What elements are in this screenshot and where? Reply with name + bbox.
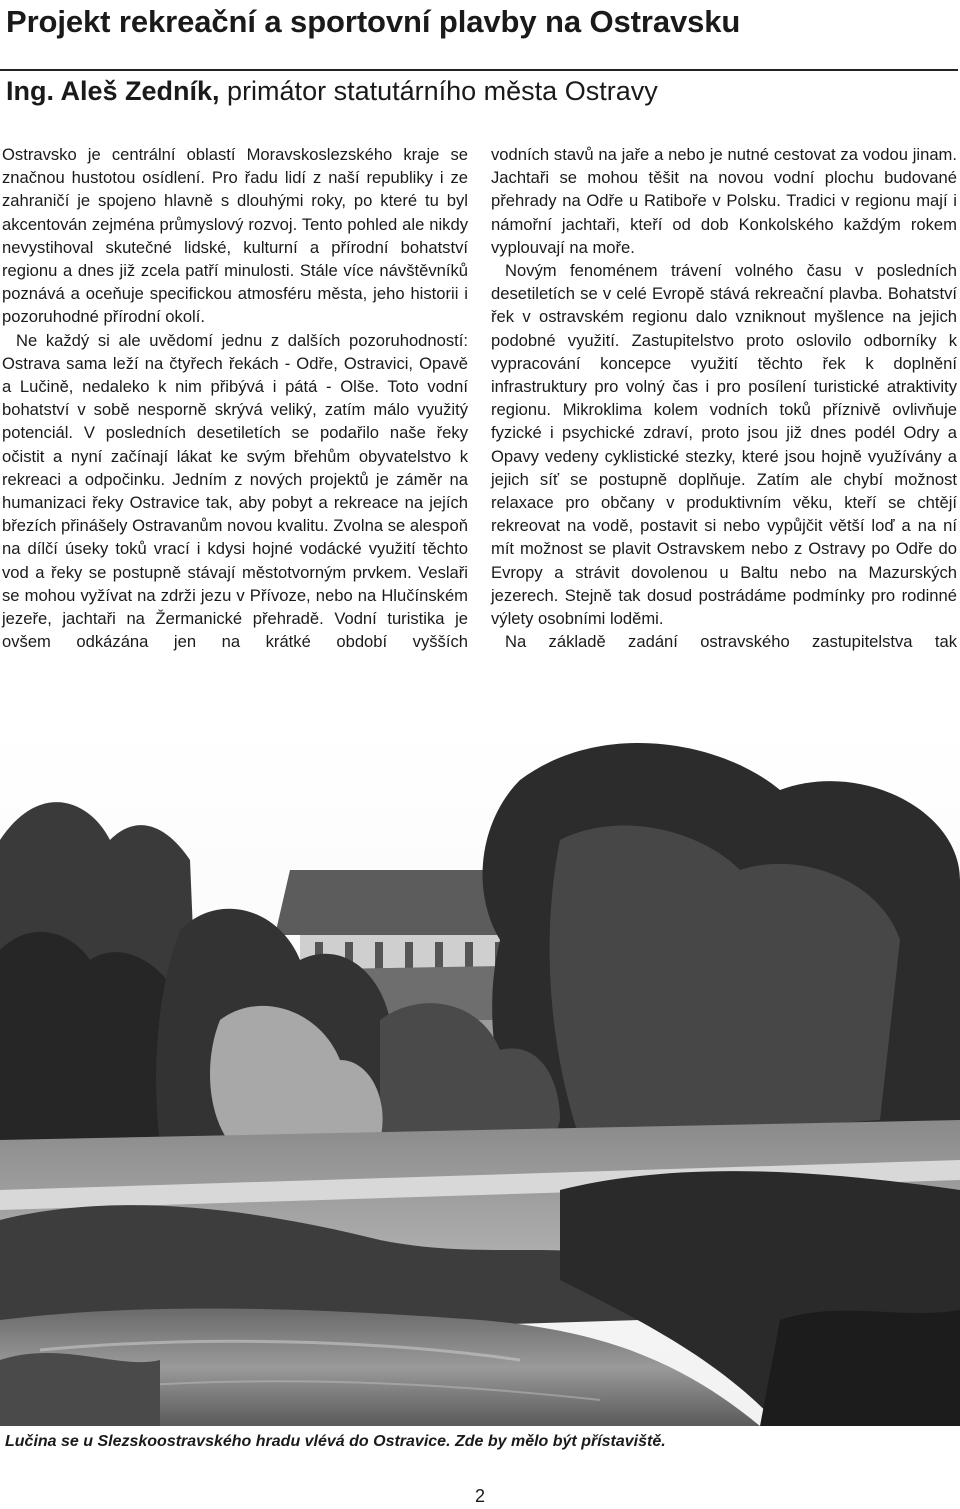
- paragraph: Novým fenoménem trávení volného času v posledních desetiletích se v celé Evropě stává rekreační plavba. Bohatství řek v ostravském regionu dalo vzniknout myšlence na jejich podobné využití. Zastupitelstvo proto oslovilo odborníky k vypracování koncepce využití těchto řek k doplnění infrastruktury pro volný čas i pro posílení turistické atraktivity regionu. Mikroklima kolem vodních toků příznivě ovlivňuje fyzické i psychické zdraví, proto jsou již dnes podél Odry a Opavy vedeny cyklistické stezky, které jsou hojně využívány a jejich síť se postupně doplňuje. Zatím ale chybí možnost relaxace pro občany v produktivním věku, kteří se chtějí rekreovat na vodě, postavit si nebo vypůjčit větší loď a na ní mít možnost se plavit Ostravskem nebo z Ostravy po Odře do Evropy a strávit dovolenou u Baltu nebo na Mazurských jezerech. Stejně tak dosud postrádáme podmínky pro rodinné výlety osobními loděmi.: [491, 261, 957, 629]
- author-name: Ing. Aleš Zedník,: [6, 76, 220, 106]
- river-photo: [0, 720, 960, 1426]
- paragraph: vodních stavů na jaře a nebo je nutné cestovat za vodou jinam. Jachtaři se mohou těšit na novou vodní plochu budované přehrady na Odře u Ratiboře v Polsku. Tradici v regionu mají i námořní jachtaři, kteří od dob Konkolského každým rokem vyplouvají na moře.: [491, 145, 957, 257]
- paragraph: Na základě zadání ostravského zastupitelstva tak: [505, 632, 957, 652]
- article-title: Projekt rekreační a sportovní plavby na Ostravsku: [6, 4, 741, 39]
- column-right: [491, 143, 957, 653]
- paragraph: Ne každý si ale uvědomí jednu z dalších pozoruhodností: Ostrava sama leží na čtyřech řekách - Odře, Ostravici, Opavě a Lučině, nedaleko k nim přibývá i pátá - Olše. Toto vodní bohatství v sobě nesporně skrývá veliký, zatím málo využitý potenciál. V posledních desetiletích se podařilo naše řeky očistit a nyní začínají lákat ke svým břehům obyvatelstvo k rekreaci a odpočinku. Jedním z nových projektů je záměr na humanizaci řeky Ostravice tak, aby pobyt a rekreace na jejích březích přinášely Ostravanům novou kvalitu. Zvolna se alespoň na dílčí úseky toků vrací i kdysi hojné vodácké využití těchto vod a řeky se postupně stávají městotvorným prvkem. Veslaři se mohou vyžívat na zdrži jezu v Přívoze, nebo na Hlučínském jezeře, jachtaři na Žermanické přehradě. Vodní turistika je ovšem odkázána jen na krátké období vyšších: [2, 330, 468, 652]
- author-role: primátor statutárního města Ostravy: [219, 76, 658, 106]
- column-left: [2, 143, 468, 653]
- photo-caption: Lučina se u Slezskoostravského hradu vlévá do Ostravice. Zde by mělo být přístaviště.: [5, 1433, 666, 1450]
- page-number: 2: [474, 1486, 485, 1506]
- title-rule: [0, 69, 958, 71]
- author-line: [6, 74, 956, 108]
- paragraph: Ostravsko je centrální oblastí Moravskoslezského kraje se značnou hustotou osídlení. Pro řadu lidí z naší republiky i ze zahraničí je spojeno hlavně s dlouhými roky, po které tu byl akcentován zejména průmyslový rozvoj. Tento pohled ale nikdy nevystihoval skutečné lidské, kulturní a přírodní bohatství regionu a dnes již zcela patří minulosti. Stále více návštěvníků poznává a oceňuje specifickou atmosféru města, jeho historii i pozoruhodné přírodní okolí.: [2, 145, 468, 327]
